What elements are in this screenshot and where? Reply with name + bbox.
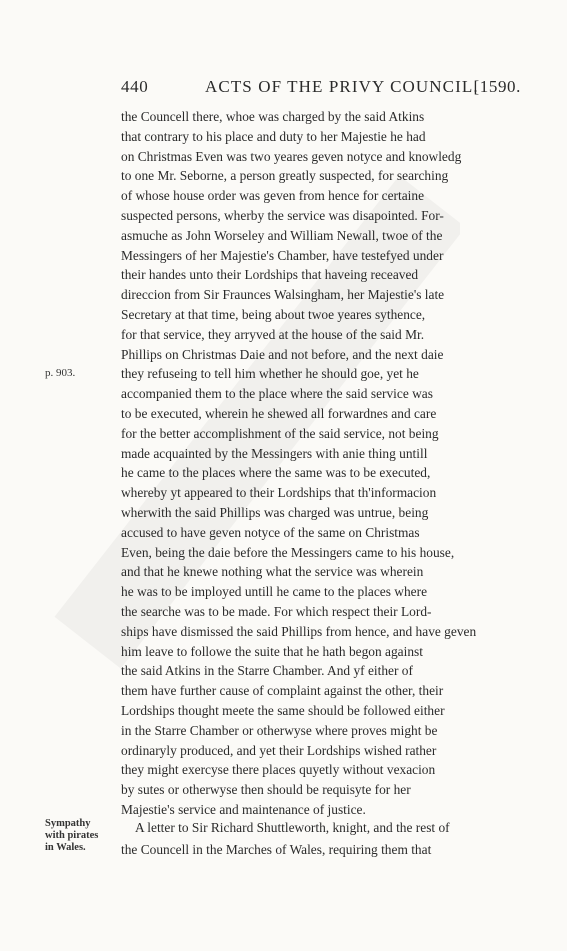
body-line: they might exercyse there places quyetly without vexacion: [121, 762, 436, 778]
body-line: to be executed, wherein he shewed all forwardnes and care: [121, 405, 437, 421]
body-line: in the Starre Chamber or otherwyse where proves might be: [121, 722, 438, 738]
body-line: Messingers of her Majestie's Chamber, have testefyed under: [121, 247, 444, 263]
body-line: the said Atkins in the Starre Chamber. And yf either of: [121, 663, 413, 679]
body-line: Phillips on Christmas Daie and not before, and the next daie: [121, 346, 444, 362]
page-header: [121, 77, 521, 99]
body-line: he came to the places where the same was to be executed,: [121, 465, 431, 481]
body-line: wherwith the said Phillips was charged was untrue, being: [121, 504, 429, 520]
body-line: the searche was to be made. For which respect their Lord-: [121, 603, 432, 619]
body-line: Lordships thought meete the same should be followed either: [121, 702, 445, 718]
body-line: them have further cause of complaint against the other, their: [121, 683, 444, 699]
body-line: accompanied them to the place where the said service was: [121, 386, 433, 402]
body-line: Majestie's service and maintenance of justice.: [121, 801, 366, 817]
body-line: accused to have geven notyce of the same on Christmas: [121, 524, 420, 540]
body-text: [121, 107, 521, 820]
body-line: they refuseing to tell him whether he should goe, yet he: [121, 366, 419, 382]
body-line: Even, being the daie before the Messingers came to his house,: [121, 544, 455, 560]
body-line: for that service, they arryved at the house of the said Mr.: [121, 326, 425, 342]
body-line: that contrary to his place and duty to her Majestie he had: [121, 128, 426, 144]
body-line: asmuche as John Worseley and William Newall, twoe of the: [121, 227, 443, 243]
body-line: by sutes or otherwyse then should be requisyte for her: [121, 782, 411, 798]
year-marker: [1590.: [473, 77, 521, 96]
body-line: him leave to followe the suite that he hath begon against: [121, 643, 423, 659]
body-line: to one Mr. Seborne, a person greatly suspected, for searching: [121, 168, 449, 184]
body-line: Secretary at that time, being about twoe yeares sythence,: [121, 306, 426, 322]
body-line: ships have dismissed the said Phillips from hence, and have geven: [121, 623, 477, 639]
body-line: he was to be imployed untill he came to the places where: [121, 584, 428, 600]
paragraph-line: the Councell in the Marches of Wales, requiring them that: [121, 842, 432, 857]
body-line: whereby yt appeared to their Lordships that th'informacion: [121, 485, 437, 501]
sidenote-line: Sympathy: [45, 818, 91, 829]
page-number: 440: [121, 77, 149, 96]
body-line: on Christmas Even was two yeares geven notyce and knowledg: [121, 148, 462, 164]
body-line: made acquainted by the Messingers with anie thing untill: [121, 445, 428, 461]
paragraph-line: A letter to Sir Richard Shuttleworth, knight, and the rest of: [135, 820, 450, 835]
body-line: their handes unto their Lordships that haveing receaved: [121, 267, 419, 283]
body-line: suspected persons, wherby the service was disapointed. For-: [121, 207, 444, 223]
body-line: of whose house order was geven from hence for certaine: [121, 188, 425, 204]
sidenote-line: in Wales.: [45, 842, 86, 853]
running-title: ACTS OF THE PRIVY COUNCIL.: [205, 77, 479, 96]
body-line: for the better accomplishment of the said service, not being: [121, 425, 439, 441]
body-line: direccion from Sir Fraunces Walsingham, her Majestie's late: [121, 287, 445, 303]
margin-sidenote: [45, 818, 98, 854]
letter-paragraph: [121, 817, 521, 861]
body-line: ordinaryly produced, and yet their Lordships wished rather: [121, 742, 437, 758]
body-line: and that he knewe nothing what the service was wherein: [121, 564, 424, 580]
body-line: the Councell there, whoe was charged by the said Atkins: [121, 109, 425, 124]
margin-page-ref: p. 903.: [45, 367, 76, 379]
sidenote-line: with pirates: [45, 830, 99, 841]
